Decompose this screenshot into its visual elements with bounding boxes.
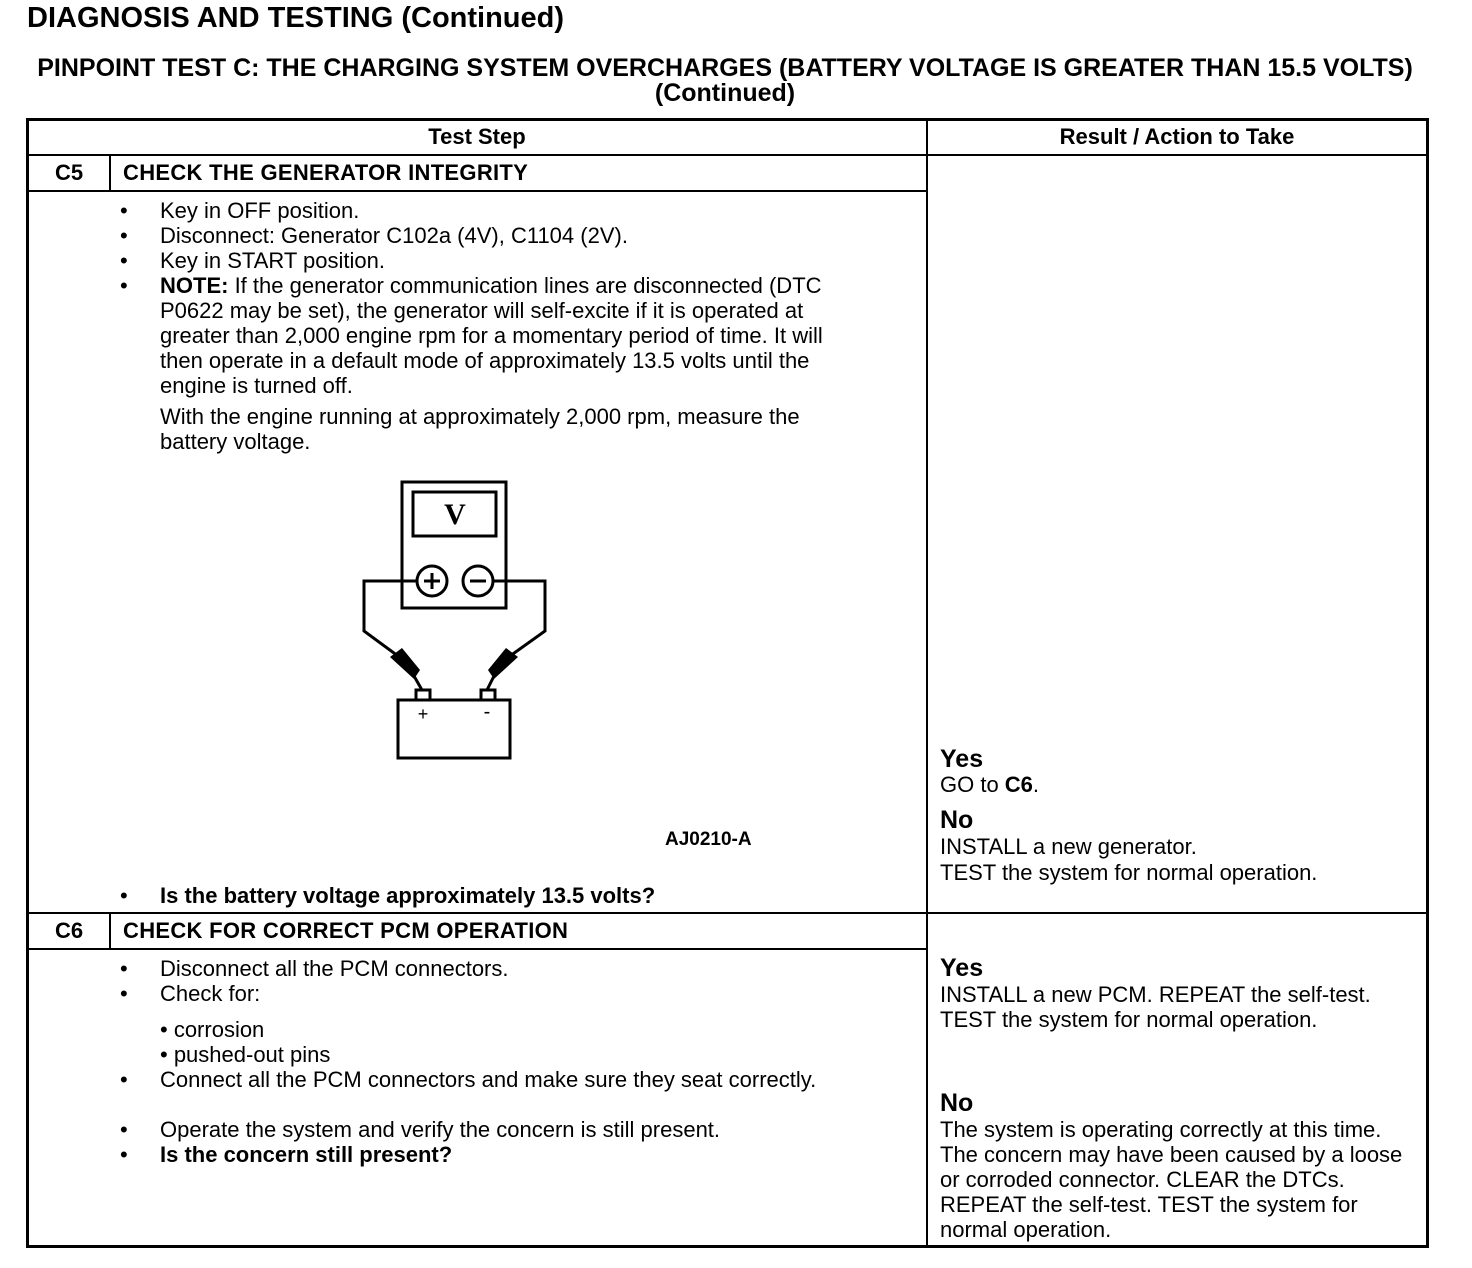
c6-yes-label: Yes — [940, 954, 984, 982]
go-to-step-link[interactable]: C6 — [1004, 772, 1033, 797]
c5-measure-instruction: With the engine running at approximately 2,000 rpm, measure the battery voltage. — [160, 404, 800, 454]
column-header-test-step: Test Step — [428, 124, 526, 149]
step-id-c5: C5 — [54, 160, 84, 185]
figure-caption: AJ0210-A — [665, 829, 752, 850]
c6-sub-item: • pushed-out pins — [160, 1042, 331, 1067]
negative-lead — [493, 581, 545, 656]
step-id-c6: C6 — [54, 918, 84, 943]
c5-no-label: No — [940, 806, 974, 834]
pinpoint-test-subtitle: PINPOINT TEST C: THE CHARGING SYSTEM OVERCHARGES (BATTERY VOLTAGE IS GREATER THAN 15.5 VOLTS) (Continued) — [37, 54, 1413, 107]
c6-no-action: The system is operating correctly at this time. The concern may have been caused by a loose or corroded connector. CLEAR the DTCs. REPEAT the self-test. TEST the system for normal operation. — [940, 1117, 1403, 1242]
step-title-c5: CHECK THE GENERATOR INTEGRITY — [123, 160, 529, 185]
c6-no-label: No — [940, 1089, 974, 1117]
positive-lead — [364, 581, 417, 656]
battery-negative-post — [481, 690, 495, 700]
page-title: DIAGNOSIS AND TESTING (Continued) — [27, 2, 565, 34]
meter-label: V — [444, 498, 466, 531]
c5-yes-label: Yes — [940, 745, 984, 773]
battery-positive-post — [416, 690, 430, 700]
c6-yes-action: INSTALL a new PCM. REPEAT the self-test. TEST the system for normal operation. — [940, 982, 1371, 1032]
voltmeter-battery-diagram — [350, 472, 570, 772]
c5-no-action-1: INSTALL a new generator. — [940, 834, 1197, 859]
c6-sub-item: • corrosion — [160, 1017, 265, 1042]
c5-no-action-2: TEST the system for normal operation. — [940, 860, 1318, 885]
column-header-result-action: Result / Action to Take — [1059, 124, 1295, 149]
battery-minus-label: - — [483, 701, 491, 723]
battery-body — [398, 700, 510, 758]
battery-plus-label: + — [417, 704, 429, 724]
c5-yes-action: GO to C6. — [940, 772, 1040, 797]
step-title-c6: CHECK FOR CORRECT PCM OPERATION — [123, 918, 569, 943]
